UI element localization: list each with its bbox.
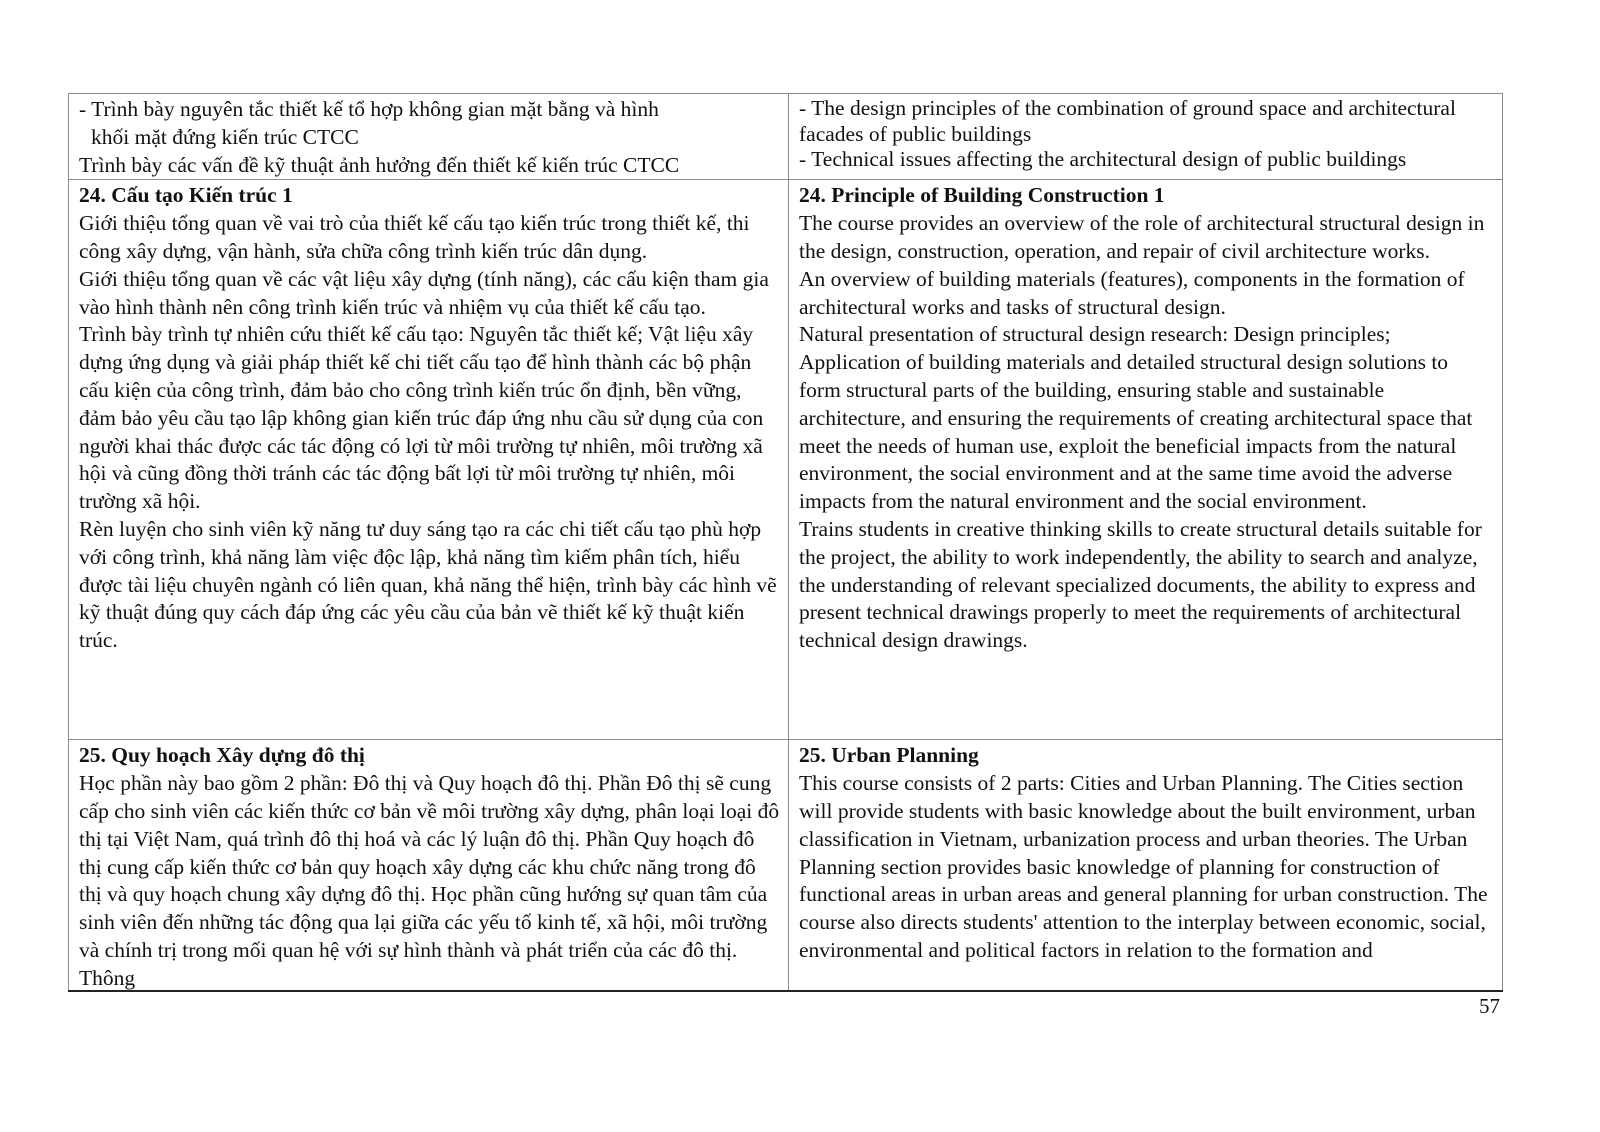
course-title: 24. Cấu tạo Kiến trúc 1 [79,183,293,208]
course-paragraph: Rèn luyện cho sinh viên kỹ năng tư duy sáng tạo ra các chi tiết cấu tạo phù hợp với công trình, khả năng làm việc độc lập, khả năng tìm kiếm phân tích, hiểu được tài liệu chuyên ngành có liên quan, khả năng thể hiện, trình bày các hình vẽ kỹ thuật đúng quy cách đáp ứng các yêu cầu của bản vẽ thiết kế kỹ thuật kiến trúc. [79,516,777,653]
course-title: 25. Quy hoạch Xây dựng đô thị [79,743,365,768]
course-paragraph: Học phần này bao gồm 2 phần: Đô thị và Quy hoạch đô thị. Phần Đô thị sẽ cung cấp cho sinh viên các kiến thức cơ bản về môi trường xây dựng, phân loại loại đô thị tại Việt Nam, quá trình đô thị hoá và các lý luận đô thị. Phần Quy hoạch đô thị cung cấp kiến thức cơ bản quy hoạch xây dựng các khu chức năng trong đô thị và quy hoạch chung xây dựng đô thị. Học phần cũng hướng sự quan tâm của sinh viên đến những tác động qua lại giữa các yếu tố kinh tế, xã hội, môi trường và chính trị trong mối quan hệ với sự hình thành và phát triển của các đô thị. Thông [79,771,780,990]
course-paragraph: An overview of building materials (features), components in the formation of architectural works and tasks of structural design. [799,266,1465,319]
cell-english [789,94,1503,180]
bullet-text: - Trình bày nguyên tắc thiết kế tổ hợp không gian mặt bằng và hình [79,97,659,121]
course-paragraph: The course provides an overview of the role of architectural structural design in the design, construction, operation, and repair of civil architecture works. [799,211,1485,263]
table-row [69,180,1503,740]
cell-vietnamese [69,180,789,740]
course-paragraph: Trình bày trình tự nhiên cứu thiết kế cấu tạo: Nguyên tắc thiết kế; Vật liệu xây dựng ứng dụng và giải pháp thiết kế chi tiết cấu tạo để hình thành các bộ phận cấu kiện của công trình, đảm bảo cho công trình kiến trúc ổn định, bền vững, đảm bảo yêu cầu tạo lập không gian kiến trúc đáp ứng nhu cầu sử dụng của con người khai thác được các tác động có lợi từ môi trường tự nhiên, môi trường xã hội và cũng đồng thời tránh các tác động bất lợi từ môi trường tự nhiên, môi trường xã hội. [79,322,764,514]
course-description-table [68,93,1503,992]
bullet-text-continuation: khối mặt đứng kiến trúc CTCC [91,124,359,149]
page-number: 57 [1479,994,1500,1018]
cell-vietnamese [69,94,789,180]
course-paragraph: Giới thiệu tổng quan về các vật liệu xây dựng (tính năng), các cấu kiện tham gia vào hình thành nên công trình kiến trúc và nhiệm vụ của thiết kế cấu tạo. [79,266,769,319]
course-title: 25. Urban Planning [799,743,979,768]
table-row [69,740,1503,992]
course-paragraph: Natural presentation of structural design research: Design principles; Application of building materials and detailed structural design solutions to form structural parts of the building, ensuring stable and sustainable architecture, and ensuring the requirements of creating architectural space that meet the needs of human use, exploit the beneficial impacts from the natural environment, the social environment and at the same time avoid the adverse impacts from the natural environment and the social environment. [799,322,1473,514]
bullet-text: - Technical issues affecting the architectural design of public buildings [799,147,1407,171]
cell-english [789,740,1503,992]
bullet-text: Trình bày các vấn đề kỹ thuật ảnh hưởng đến thiết kế kiến trúc CTCC [79,152,680,177]
course-paragraph: Trains students in creative thinking skills to create structural details suitable for the project, the ability to work independently, the ability to search and analyze, the understanding of relevant specialized documents, the ability to express and present technical drawings properly to meet the requirements of architectural technical design drawings. [799,516,1482,653]
table-row [69,94,1503,180]
bullet-text: - The design principles of the combination of ground space and architectural facades of public buildings [799,96,1456,146]
cell-english [789,180,1503,740]
course-paragraph: This course consists of 2 parts: Cities and Urban Planning. The Cities section will provide students with basic knowledge about the built environment, urban classification in Vietnam, urbanization process and urban theories. The Urban Planning section provides basic knowledge of planning for construction of functional areas in urban areas and general planning for urban construction. The course also directs students' attention to the interplay between economic, social, environmental and political factors in relation to the formation and [799,771,1488,962]
cell-vietnamese [69,740,789,992]
course-paragraph: Giới thiệu tổng quan về vai trò của thiết kế cấu tạo kiến trúc trong thiết kế, thi công xây dựng, vận hành, sửa chữa công trình kiến trúc dân dụng. [79,211,750,263]
course-title: 24. Principle of Building Construction 1 [799,183,1165,208]
